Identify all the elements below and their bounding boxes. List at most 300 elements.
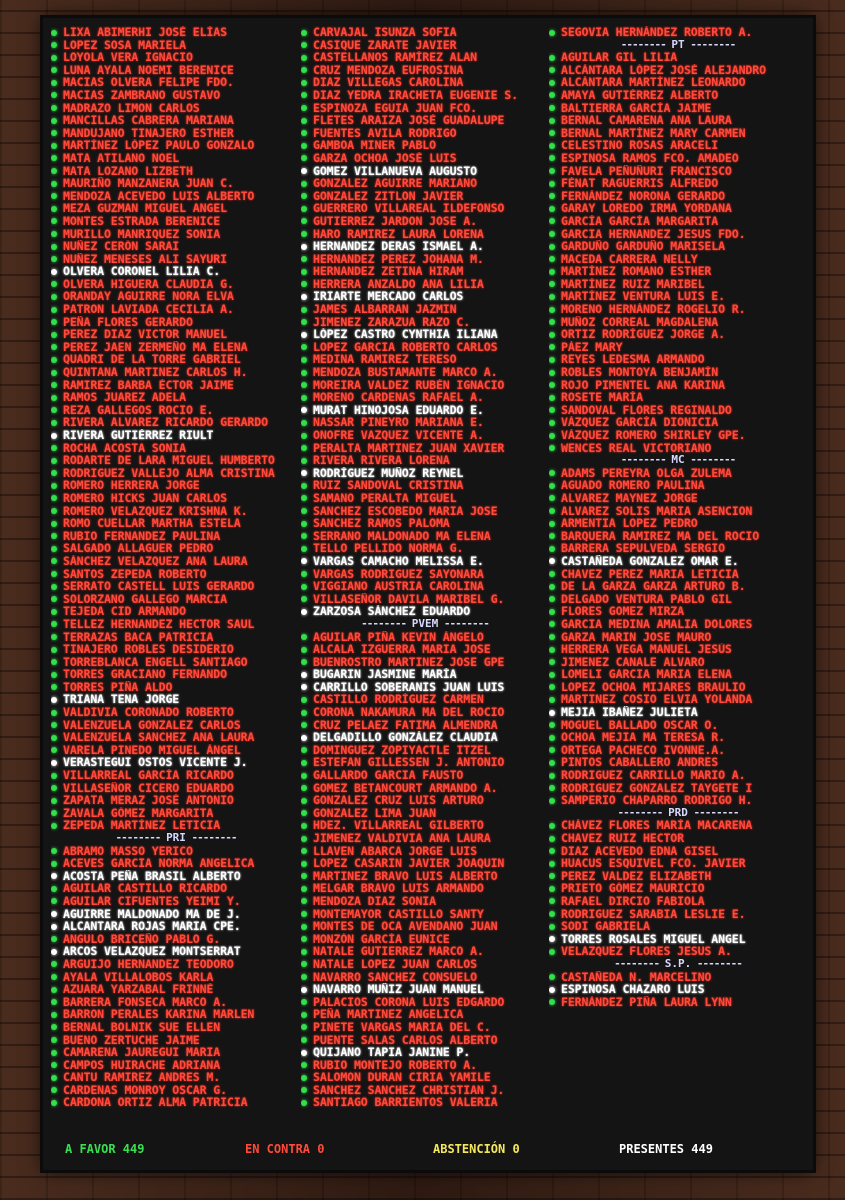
- party-label: PRD: [668, 805, 688, 819]
- legislator-row: [301, 102, 549, 115]
- favor-indicator-dot: [301, 193, 307, 199]
- favor-indicator-dot: [301, 118, 307, 124]
- legislator-name: BARRON PERALES KARINA MARLEN: [63, 1008, 255, 1021]
- present-indicator-dot: [549, 558, 555, 564]
- favor-indicator-dot: [51, 92, 57, 98]
- favor-indicator-dot: [549, 168, 555, 174]
- favor-indicator-dot: [51, 735, 57, 741]
- legislator-row: [549, 429, 807, 442]
- favor-indicator-dot: [549, 407, 555, 413]
- legislator-row: [301, 908, 549, 921]
- legislator-name: ACEVES GARCIA NORMA ANGELICA: [63, 857, 255, 870]
- favor-indicator-dot: [51, 344, 57, 350]
- legislator-row: [549, 693, 807, 706]
- legislator-name: GARDUÑO GARDUÑO MARISELA: [561, 240, 725, 253]
- legislator-name: PALACIOS CORONA LUIS EDGARDO: [313, 995, 505, 1009]
- legislator-row: [51, 89, 301, 102]
- favor-indicator-dot: [301, 533, 307, 539]
- favor-indicator-dot: [549, 684, 555, 690]
- favor-indicator-dot: [301, 420, 307, 426]
- legislator-row: [51, 593, 301, 606]
- favor-indicator-dot: [51, 1062, 57, 1068]
- party-header: [549, 807, 807, 820]
- favor-indicator-dot: [51, 244, 57, 250]
- legislator-name: VARGAS RODRIGUEZ SAYONARA: [313, 567, 484, 581]
- favor-indicator-dot: [51, 861, 57, 867]
- present-indicator-dot: [301, 168, 307, 174]
- favor-indicator-dot: [301, 1100, 307, 1106]
- legislator-name: GUERRERO VILLAREAL ILDEFONSO: [313, 202, 505, 215]
- legislator-name: SALOMON DURAN CIRIA YAMILE: [313, 1071, 491, 1084]
- favor-indicator-dot: [549, 67, 555, 73]
- legislator-name: MATA LOZANO LIZBETH: [63, 164, 193, 178]
- legislator-row: [301, 996, 549, 1009]
- favor-indicator-dot: [51, 898, 57, 904]
- legislator-row: [549, 568, 807, 581]
- legislator-name: DOMINGUEZ ZOPIYACTLE ITZEL: [313, 743, 491, 757]
- legislator-row: [549, 316, 807, 329]
- legislator-row: [549, 542, 807, 555]
- legislator-name: SALGADO ALLAGUER PEDRO: [63, 542, 214, 555]
- favor-indicator-dot: [51, 118, 57, 124]
- legislator-row: [51, 353, 301, 366]
- legislator-row: [51, 719, 301, 732]
- legislator-row: [301, 555, 549, 568]
- legislator-name: SANCHEZ SANCHEZ CHRISTIAN J.: [313, 1083, 505, 1097]
- legislator-name: JIMENEZ VALDIVIA ANA LAURA: [313, 832, 491, 845]
- favor-indicator-dot: [301, 924, 307, 930]
- favor-indicator-dot: [301, 80, 307, 86]
- legislator-row: [549, 618, 807, 631]
- legislator-row: [51, 215, 301, 228]
- header-divider: --------: [185, 831, 237, 844]
- legislator-name: REZA GALLEGOS ROCIO E.: [63, 403, 214, 417]
- legislator-row: [549, 366, 807, 379]
- legislator-row: [51, 1008, 301, 1021]
- legislator-row: [549, 328, 807, 341]
- legislator-name: SEGOVIA HERNÁNDEZ ROBERTO A.: [561, 26, 753, 39]
- legislator-name: VELAZQUEZ FLORES JESUS A.: [561, 945, 732, 958]
- favor-indicator-dot: [549, 307, 555, 313]
- legislator-row: [549, 832, 807, 845]
- legislator-row: [301, 391, 549, 404]
- legislator-name: RODRIGUEZ VALLEJO ALMA CRISTINA: [63, 466, 275, 480]
- legislator-name: MELGAR BRAVO LUIS ARMANDO: [313, 882, 484, 895]
- legislator-name: MEZA GUZMAN MIGUEL ANGEL: [63, 202, 227, 215]
- legislator-row: [549, 379, 807, 392]
- legislator-name: MANCILLAS CABRERA MARIANA: [63, 114, 234, 127]
- legislator-row: [549, 782, 807, 795]
- legislator-row: [301, 303, 549, 316]
- favor-indicator-dot: [301, 722, 307, 728]
- legislator-name: GARCÍA GARCÍA MARGARITA: [561, 214, 719, 228]
- legislator-row: [51, 228, 301, 241]
- favor-indicator-dot: [301, 634, 307, 640]
- favor-indicator-dot: [549, 974, 555, 980]
- legislator-name: BUGARIN JASMINE MARÍA: [313, 668, 457, 681]
- legislator-name: ARMENTIA LOPEZ PEDRO: [561, 517, 698, 530]
- legislator-name: AGUILAR CASTILLO RICARDO: [63, 882, 227, 895]
- favor-indicator-dot: [301, 445, 307, 451]
- legislator-row: [301, 706, 549, 719]
- legislator-name: OLVERA CORONEL LILIA C.: [63, 265, 221, 278]
- legislator-row: [549, 290, 807, 303]
- favor-indicator-dot: [549, 269, 555, 275]
- favor-indicator-dot: [301, 458, 307, 464]
- legislator-name: MOGUEL BALLADO OSCAR O.: [561, 718, 719, 732]
- legislator-name: CASIQUE ZARATE JAVIER: [313, 38, 457, 52]
- favor-indicator-dot: [51, 1037, 57, 1043]
- favor-indicator-dot: [301, 181, 307, 187]
- legislator-name: TORRES GRACIANO FERNANDO: [63, 668, 227, 681]
- legislator-name: VARGAS CAMACHO MELISSA E.: [313, 554, 484, 568]
- legislator-row: [51, 794, 301, 807]
- header-divider: --------: [620, 453, 672, 467]
- legislator-name: GONZALEZ ZITLON JAVIER: [313, 189, 464, 203]
- legislator-row: [549, 76, 807, 89]
- legislator-name: NUÑEZ CERÓN SARAI: [63, 240, 180, 253]
- legislator-name: SÁNCHEZ VELAZQUEZ ANA LAURA: [63, 554, 248, 568]
- legislator-row: [301, 139, 549, 152]
- legislator-row: [301, 580, 549, 593]
- legislator-name: MARTÍNEZ RUIZ MARIBEL: [561, 277, 705, 291]
- legislator-name: MENDOZA BUSTAMANTE MARCO A.: [313, 366, 498, 379]
- legislator-name: GONZALEZ CRUZ LUIS ARTURO: [313, 794, 484, 807]
- legislator-row: [301, 215, 549, 228]
- present-indicator-dot: [301, 407, 307, 413]
- legislator-name: VARELA PINEDO MIGUEL ÁNGEL: [63, 743, 241, 757]
- legislator-row: [549, 920, 807, 933]
- legislator-row: [301, 744, 549, 757]
- legislator-row: [549, 64, 807, 77]
- favor-indicator-dot: [549, 445, 555, 451]
- favor-indicator-dot: [51, 281, 57, 287]
- favor-indicator-dot: [301, 1087, 307, 1093]
- favor-indicator-dot: [301, 269, 307, 275]
- legislator-name: VÁZQUEZ ROMERO SHIRLEY GPE.: [561, 429, 746, 442]
- favor-indicator-dot: [51, 1012, 57, 1018]
- favor-indicator-dot: [51, 961, 57, 967]
- legislator-name: PRIETO GÓMEZ MAURICIO: [561, 882, 705, 895]
- favor-indicator-dot: [549, 823, 555, 829]
- legislator-row: [51, 429, 301, 442]
- legislator-row: [549, 190, 807, 203]
- legislator-name: MACEDA CARRERA NELLY: [561, 252, 698, 266]
- legislator-name: RIVERA ALVAREZ RICARDO GERARDO: [63, 416, 268, 429]
- legislator-row: [51, 945, 301, 958]
- legislator-name: ALVAREZ MAYNEZ JORGE: [561, 491, 698, 505]
- legislator-row: [301, 127, 549, 140]
- legislator-row: [51, 479, 301, 492]
- legislator-name: PEÑA FLORES GERARDO: [63, 315, 193, 329]
- favor-indicator-dot: [301, 67, 307, 73]
- header-divider: --------: [691, 956, 742, 970]
- favor-indicator-dot: [301, 521, 307, 527]
- favor-indicator-dot: [549, 155, 555, 161]
- legislator-row: [51, 744, 301, 757]
- legislator-row: [51, 845, 301, 858]
- favor-indicator-dot: [301, 546, 307, 552]
- legislator-name: VALDIVIA CORONADO ROBERTO: [63, 706, 234, 719]
- header-divider: --------: [617, 805, 669, 819]
- legislator-row: [549, 605, 807, 618]
- party-header: [549, 39, 807, 52]
- legislator-name: IRIARTE MERCADO CARLOS: [313, 290, 464, 304]
- header-divider: --------: [687, 805, 739, 819]
- favor-indicator-dot: [51, 332, 57, 338]
- legislator-row: [51, 177, 301, 190]
- party-label: MC: [671, 453, 685, 467]
- favor-indicator-dot: [51, 546, 57, 552]
- legislator-row: [51, 454, 301, 467]
- favor-indicator-dot: [51, 659, 57, 665]
- present-indicator-dot: [549, 987, 555, 993]
- legislator-name: FLETES ARAIZA JOSÉ GUADALUPE: [313, 114, 505, 127]
- legislator-row: [51, 631, 301, 644]
- favor-indicator-dot: [549, 999, 555, 1005]
- favor-indicator-dot: [301, 357, 307, 363]
- legislator-row: [51, 731, 301, 744]
- present-indicator-dot: [301, 609, 307, 615]
- favor-indicator-dot: [549, 798, 555, 804]
- legislator-row: [301, 404, 549, 417]
- legislator-row: [301, 479, 549, 492]
- favor-indicator-dot: [301, 848, 307, 854]
- legislator-row: [301, 1096, 549, 1109]
- favor-indicator-dot: [301, 92, 307, 98]
- legislator-row: [51, 605, 301, 618]
- legislator-row: [51, 303, 301, 316]
- favor-indicator-dot: [301, 105, 307, 111]
- favor-indicator-dot: [549, 193, 555, 199]
- legislator-name: AGUILAR PIÑA KEVIN ÁNGELO: [313, 630, 484, 644]
- party-label: PVEM: [411, 616, 439, 630]
- legislator-row: [51, 1034, 301, 1047]
- present-indicator-dot: [549, 710, 555, 716]
- legislator-row: [51, 26, 301, 39]
- legislator-row: [549, 139, 807, 152]
- legislator-row: [301, 316, 549, 329]
- legislator-row: [549, 215, 807, 228]
- legislator-name: VALENZUELA GONZALEZ CARLOS: [63, 718, 241, 732]
- legislator-name: MADRAZO LIMON CARLOS: [63, 101, 200, 115]
- present-indicator-dot: [301, 558, 307, 564]
- legislator-name: MENDOZA ACEVEDO LUIS ALBERTO: [63, 189, 255, 203]
- legislator-row: [51, 51, 301, 64]
- legislator-name: NATALE GUTIERREZ MARCO A.: [313, 945, 484, 958]
- legislator-name: ALCÁNTARA LÓPEZ JOSÉ ALEJANDRO: [561, 63, 766, 77]
- legislator-row: [301, 668, 549, 681]
- favor-indicator-dot: [51, 647, 57, 653]
- legislator-row: [51, 643, 301, 656]
- favor-indicator-dot: [51, 710, 57, 716]
- legislator-name: VIGGIANO AUSTRIA CAROLINA: [313, 580, 484, 593]
- legislator-row: [549, 845, 807, 858]
- legislator-row: [301, 731, 549, 744]
- legislator-name: HARO RAMIREZ LAURA LORENA: [313, 227, 484, 241]
- legislator-name: RODRIGUEZ GONZALEZ TAYGETE I: [561, 781, 753, 795]
- legislator-name: ADAMS PEREYRA OLGA ZULEMA: [561, 466, 732, 480]
- legislator-name: RUIZ SANDOVAL CRISTINA: [313, 479, 464, 492]
- legislator-row: [549, 177, 807, 190]
- legislator-row: [549, 706, 807, 719]
- favor-indicator-dot: [549, 596, 555, 602]
- favor-indicator-dot: [549, 836, 555, 842]
- legislator-row: [301, 442, 549, 455]
- legislator-row: [301, 341, 549, 354]
- legislator-row: [51, 341, 301, 354]
- legislator-name: TORRES PIÑA ALDO: [63, 680, 173, 694]
- legislator-name: GOMEZ VILLANUEVA AUGUSTO: [313, 164, 477, 178]
- legislator-name: BUENO ZERTUCHE JAIME: [63, 1033, 200, 1047]
- legislator-row: [549, 983, 807, 996]
- favor-indicator-dot: [51, 533, 57, 539]
- favor-indicator-dot: [549, 659, 555, 665]
- legislator-name: LOYOLA VERA IGNACIO: [63, 51, 193, 64]
- header-divider: --------: [115, 831, 167, 844]
- total-presentes: PRESENTES 449: [619, 1142, 713, 1156]
- favor-indicator-dot: [549, 143, 555, 149]
- legislator-row: [301, 240, 549, 253]
- party-label: PT: [671, 37, 685, 51]
- favor-indicator-dot: [549, 785, 555, 791]
- legislator-row: [51, 656, 301, 669]
- legislator-row: [51, 517, 301, 530]
- present-indicator-dot: [301, 1050, 307, 1056]
- legislator-row: [301, 794, 549, 807]
- present-indicator-dot: [301, 470, 307, 476]
- favor-indicator-dot: [51, 936, 57, 942]
- present-indicator-dot: [51, 911, 57, 917]
- legislator-name: NUÑEZ MENESES ALI SAYURI: [63, 252, 227, 266]
- legislator-name: PATRON LAVIADA CECILIA A.: [63, 303, 234, 316]
- favor-indicator-dot: [549, 609, 555, 615]
- legislator-row: [301, 1059, 549, 1072]
- legislator-name: ROCHA ACOSTA SONIA: [63, 441, 186, 455]
- legislator-name: QUADRI DE LA TORRE GABRIEL: [63, 353, 241, 367]
- legislator-row: [51, 819, 301, 832]
- legislator-name: SOLORZANO GALLEGO MARCIA: [63, 592, 227, 606]
- favor-indicator-dot: [51, 886, 57, 892]
- legislator-name: BARRERA FONSECA MARCO A.: [63, 995, 227, 1009]
- favor-indicator-dot: [301, 798, 307, 804]
- favor-indicator-dot: [51, 420, 57, 426]
- legislator-row: [549, 353, 807, 366]
- legislator-name: BALTIERRA GARCÍA JAIME: [561, 101, 712, 115]
- legislator-name: AGUIRRE MALDONADO MA DE J.: [63, 907, 241, 921]
- favor-indicator-dot: [301, 495, 307, 501]
- favor-indicator-dot: [549, 294, 555, 300]
- legislator-name: DIAZ YEDRA IRACHETA EUGENIE S.: [313, 88, 518, 102]
- legislator-row: [51, 416, 301, 429]
- favor-indicator-dot: [301, 836, 307, 842]
- legislator-name: RAMIREZ BARBA ÉCTOR JAIME: [63, 378, 234, 392]
- legislator-name: BARRERA SEPULVEDA SERGIO: [561, 542, 725, 555]
- party-label: S.P.: [664, 956, 692, 970]
- favor-indicator-dot: [549, 949, 555, 955]
- legislator-row: [301, 492, 549, 505]
- legislator-name: MENDOZA DIAZ SONIA: [313, 894, 436, 908]
- favor-indicator-dot: [51, 357, 57, 363]
- legislator-row: [51, 1059, 301, 1072]
- legislator-name: DIAZ VILLEGAS CAROLINA: [313, 76, 464, 89]
- legislator-row: [301, 756, 549, 769]
- legislator-name: VALENZUELA SANCHEZ ANA LAURA: [63, 731, 255, 744]
- favor-indicator-dot: [549, 433, 555, 439]
- legislator-row: [549, 870, 807, 883]
- legislator-row: [51, 681, 301, 694]
- legislator-name: SANTOS ZEPEDA ROBERTO: [63, 567, 207, 581]
- favor-indicator-dot: [51, 382, 57, 388]
- legislator-row: [549, 769, 807, 782]
- legislator-name: LOPEZ OCHOA MIJARES BRAULIO: [561, 680, 746, 694]
- present-indicator-dot: [301, 672, 307, 678]
- party-header: [549, 454, 807, 467]
- legislator-name: SANTIAGO BARRIENTOS VALERIA: [313, 1096, 498, 1110]
- legislator-name: SAMANO PERALTA MIGUEL: [313, 491, 457, 505]
- legislator-name: VILLASEÑOR CICERO EDUARDO: [63, 781, 234, 795]
- legislator-row: [301, 26, 549, 39]
- favor-indicator-dot: [549, 319, 555, 325]
- legislator-row: [301, 568, 549, 581]
- legislator-name: LÓPEZ CASTRO CYNTHIA ILIANA: [313, 328, 498, 341]
- legislator-row: [549, 555, 807, 568]
- legislator-row: [51, 240, 301, 253]
- legislator-name: MONTES DE OCA AVENDANO JUAN: [313, 920, 498, 933]
- favor-indicator-dot: [549, 495, 555, 501]
- present-indicator-dot: [51, 269, 57, 275]
- legislator-name: ZAPATA MERAZ JOSÉ ANTONIO: [63, 794, 234, 807]
- legislator-name: PÁEZ MARY: [561, 340, 623, 354]
- legislator-name: FUENTES AVILA RODRIGO: [313, 126, 457, 140]
- legislator-row: [51, 618, 301, 631]
- legislator-row: [51, 530, 301, 543]
- favor-indicator-dot: [549, 118, 555, 124]
- legislator-row: [51, 76, 301, 89]
- column-2: [301, 26, 549, 1109]
- legislator-row: [51, 265, 301, 278]
- legislator-row: [301, 693, 549, 706]
- favor-indicator-dot: [549, 873, 555, 879]
- favor-indicator-dot: [51, 55, 57, 61]
- legislator-row: [51, 958, 301, 971]
- legislator-row: [51, 102, 301, 115]
- legislator-name: ESPINOZA EGUIA JUAN FCO.: [313, 101, 477, 115]
- legislator-name: RODRIGUEZ SARABIA LESLIE E.: [561, 907, 746, 921]
- legislator-name: SAMPERIO CHAPARRO RODRIGO H.: [561, 794, 753, 807]
- legislator-name: LOPEZ CASARIN JAVIER JOAQUIN: [313, 857, 505, 870]
- legislator-name: VERASTEGUI OSTOS VICENTE J.: [63, 756, 248, 770]
- legislator-name: CASTELLANOS RAMÍREZ ALAN: [313, 51, 477, 64]
- present-indicator-dot: [51, 873, 57, 879]
- total-contra: EN CONTRA 0: [245, 1142, 325, 1156]
- legislator-name: MATA ATILANO NOEL: [63, 151, 180, 165]
- favor-indicator-dot: [301, 1024, 307, 1030]
- legislator-name: MORENO HERNÁNDEZ ROGELIO R.: [561, 303, 746, 316]
- favor-indicator-dot: [51, 307, 57, 313]
- legislator-name: NASSAR PINEYRO MARIANA E.: [313, 416, 484, 429]
- legislator-name: ALCALA IZGUERRA MARIA JOSE: [313, 643, 491, 656]
- legislator-row: [549, 265, 807, 278]
- favor-indicator-dot: [51, 773, 57, 779]
- legislator-name: BERNAL MARTÍNEZ MARY CARMEN: [561, 126, 746, 140]
- vote-board: [43, 18, 813, 1170]
- favor-indicator-dot: [51, 483, 57, 489]
- legislator-row: [301, 228, 549, 241]
- legislator-row: [549, 530, 807, 543]
- legislator-name: GARCIA HERNANDEZ JESUS FDO.: [561, 227, 746, 241]
- favor-indicator-dot: [549, 735, 555, 741]
